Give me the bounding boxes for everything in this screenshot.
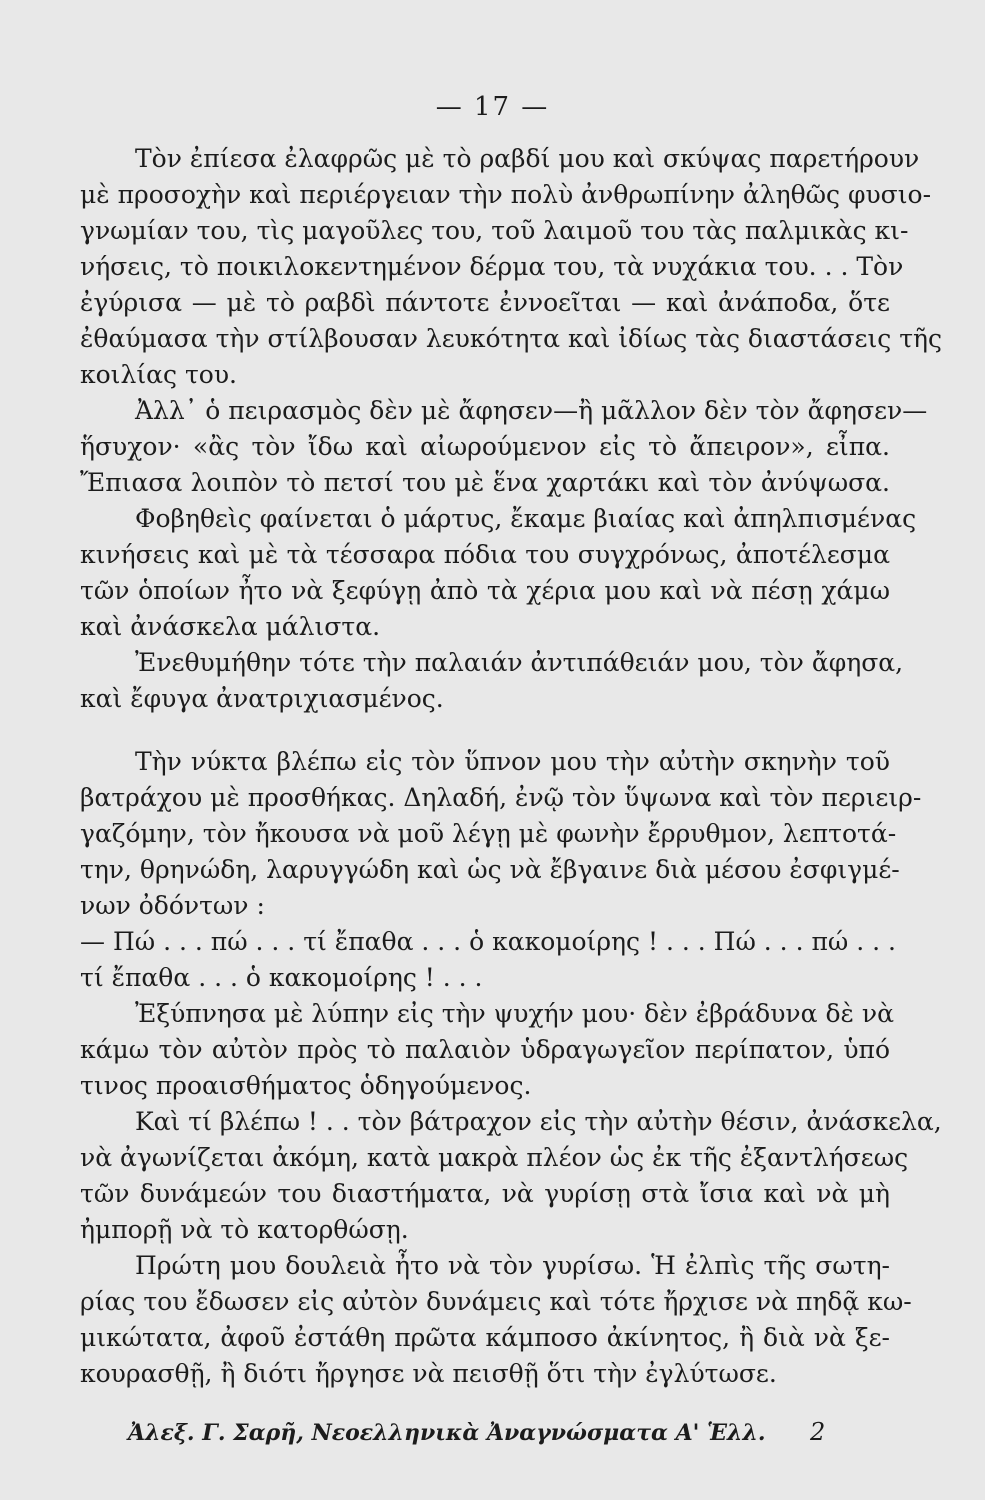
text-line: καὶ ἀνάσκελα μάλιστα. [80, 612, 381, 641]
text-line: νήσεις, τὸ ποικιλοκεντημένον δέρμα του, τὰ νυχάκια του. . . Τὸν [80, 252, 904, 281]
text-line: Ἐνεθυμήθην τότε τὴν παλαιάν ἀντιπάθειάν μου, τὸν ἄφησα, [135, 648, 904, 677]
text-line: γαζόμην, τὸν ἤκουσα νὰ μοῦ λέγῃ μὲ φωνὴν ἔρρυθμον, λεπτοτά- [80, 819, 897, 848]
text-line: Πρώτη μου δουλειὰ ἦτο νὰ τὸν γυρίσω. Ἡ ἐλπὶς τῆς σωτη- [135, 1251, 890, 1280]
signature-number: 2 [810, 1418, 826, 1446]
text-line: — Πώ . . . πώ . . . τί ἔπαθα . . . ὁ κακομοίρης ! . . . Πώ . . . πώ . . . [80, 927, 896, 956]
text-line: Φοβηθεὶς φαίνεται ὁ μάρτυς, ἔκαμε βιαίας καὶ ἀπηλπισμένας [135, 504, 917, 533]
footer-citation: Ἀλεξ. Γ. Σαρῆ, Νεοελληνικὰ Ἀναγνώσματα Α' Ἑλλ. [128, 1420, 766, 1446]
text-line: την, θρηνώδη, λαρυγγώδη καὶ ὡς νὰ ἔβγαινε διὰ μέσου ἐσφιγμέ- [80, 855, 900, 884]
text-line: καὶ ἔφυγα ἀνατριχιασμένος. [80, 684, 444, 713]
page-number: — 17 — [435, 92, 550, 122]
text-line: κινήσεις καὶ μὲ τὰ τέσσαρα πόδια του συγχρόνως, ἀποτέλεσμα [80, 540, 890, 569]
text-line: μὲ προσοχὴν καὶ περιέργειαν τὴν πολὺ ἀνθρωπίνην ἀληθῶς φυσιο- [80, 180, 932, 209]
text-line: ρίας του ἔδωσεν εἰς αὐτὸν δυνάμεις καὶ τότε ἤρχισε νὰ πηδᾷ κω- [80, 1287, 912, 1316]
text-line: Ἐξύπνησα μὲ λύπην εἰς τὴν ψυχήν μου· δὲν ἐβράδυνα δὲ νὰ [135, 999, 894, 1028]
text-line: μικώτατα, ἀφοῦ ἐστάθη πρῶτα κάμποσο ἀκίνητος, ἢ διὰ νὰ ξε- [80, 1323, 890, 1352]
text-line: νων ὀδόντων : [80, 891, 265, 920]
text-line: τί ἔπαθα . . . ὁ κακομοίρης ! . . . [80, 963, 483, 992]
text-line: Καὶ τί βλέπω ! . . τὸν βάτραχον εἰς τὴν αὐτὴν θέσιν, ἀνάσκελα, [135, 1107, 942, 1136]
text-line: ἐγύρισα — μὲ τὸ ραβδὶ πάντοτε ἐννοεῖται — καὶ ἀνάποδα, ὅτε [80, 288, 890, 317]
text-line: νὰ ἀγωνίζεται ἀκόμη, κατὰ μακρὰ πλέον ὡς ἐκ τῆς ἐξαντλήσεως [80, 1143, 909, 1172]
text-line: κάμω τὸν αὐτὸν πρὸς τὸ παλαιὸν ὑδραγωγεῖον περίπατον, ὑπό [80, 1035, 890, 1064]
text-line: βατράχου μὲ προσθήκας. Δηλαδή, ἐνῷ τὸν ὕψωνα καὶ τὸν περιειρ- [80, 783, 922, 812]
text-line: τῶν δυνάμεών του διαστήματα, νὰ γυρίσῃ στὰ ἴσια καὶ νὰ μὴ [80, 1179, 890, 1208]
text-line: Ἔπιασα λοιπὸν τὸ πετσί του μὲ ἕνα χαρτάκι καὶ τὸν ἀνύψωσα. [80, 468, 890, 497]
text-line: κοιλίας του. [80, 360, 237, 389]
text-line: τινος προαισθήματος ὁδηγούμενος. [80, 1071, 532, 1100]
text-line: τῶν ὁποίων ἦτο νὰ ξεφύγῃ ἀπὸ τὰ χέρια μου καὶ νὰ πέσῃ χάμω [80, 576, 890, 605]
text-line: γνωμίαν του, τὶς μαγοῦλες του, τοῦ λαιμοῦ του τὰς παλμικὰς κι- [80, 216, 909, 245]
text-line: Ἀλλ᾽ ὁ πειρασμὸς δὲν μὲ ἄφησεν—ἢ μᾶλλον δὲν τὸν ἄφησεν— [135, 396, 928, 425]
text-line: Τὴν νύκτα βλέπω εἰς τὸν ὕπνον μου τὴν αὐτὴν σκηνὴν τοῦ [135, 747, 890, 776]
text-line: ἠμπορῇ νὰ τὸ κατορθώσῃ. [80, 1215, 409, 1244]
text-line: κουρασθῇ, ἢ διότι ἤργησε νὰ πεισθῇ ὅτι τὴν ἐγλύτωσε. [80, 1359, 777, 1388]
text-line: Τὸν ἐπίεσα ἐλαφρῶς μὲ τὸ ραβδί μου καὶ σκύψας παρετήρουν [135, 144, 920, 173]
text-line: ἥσυχον· «ἂς τὸν ἴδω καὶ αἰωρούμενον εἰς τὸ ἄπειρον», εἶπα. [80, 432, 890, 461]
text-line: ἐθαύμασα τὴν στίλβουσαν λευκότητα καὶ ἰδίως τὰς διαστάσεις τῆς [80, 324, 942, 353]
